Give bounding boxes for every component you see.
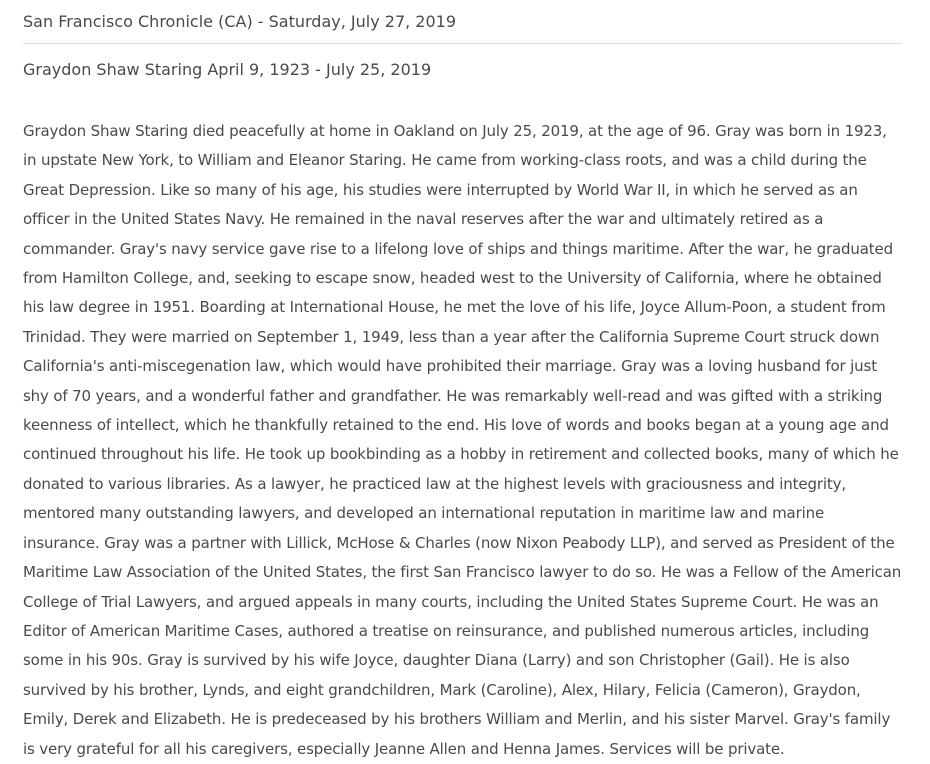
divider	[23, 43, 902, 44]
obituary-headline: Graydon Shaw Staring April 9, 1923 - July 25, 2019	[23, 60, 432, 79]
source-line: San Francisco Chronicle (CA) - Saturday, July 27, 2019	[23, 12, 457, 31]
obituary-body: Graydon Shaw Staring died peacefully at home in Oakland on July 25, 2019, at the age of 96. Gray was born in 1923, in upstate New York, to William and Eleanor Staring. He came from working-class roots, and was a child during the Great Depression. Like so many of his age, his studies were interrupted by World War II, in which he served as an officer in the United States Navy. He remained in the naval reserves after the war and ultimately retired as a commander. Gray's navy service gave rise to a lifelong love of ships and things maritime. After the war, he graduated from Hamilton College, and, seeking to escape snow, headed west to the University of California, where he obtained his law degree in 1951. Boarding at International House, he met the love of his life, Joyce Allum-Poon, a student from Trinidad. They were married on September 1, 1949, less than a year after the California Supreme Court struck down California's anti-miscegenation law, which would have prohibited their marriage. Gray was a loving husband for just shy of 70 years, and a wonderful father and grandfather. He was remarkably well-read and was gifted with a striking keenness of intellect, which he thankfully retained to the end. His love of words and books began at a young age and continued throughout his life. He took up bookbinding as a hobby in retirement and collected books, many of which he donated to various libraries. As a lawyer, he practiced law at the highest levels with graciousness and integrity, mentored many outstanding lawyers, and developed an international reputation in maritime law and marine insurance. Gray was a partner with Lillick, McHose & Charles (now Nixon Peabody LLP), and served as President of the Maritime Law Association of the United States, the first San Francisco lawyer to do so. He was a Fellow of the American College of Trial Lawyers, and argued appeals in many courts, including the United States Supreme Court. He was an Editor of American Maritime Cases, authored a treatise on reinsurance, and published numerous articles, including some in his 90s. Gray is survived by his wife Joyce, daughter Diana (Larry) and son Christopher (Gail). He is also survived by his brother, Lynds, and eight grandchildren, Mark (Caroline), Alex, Hilary, Felicia (Cameron), Graydon, Emily, Derek and Elizabeth. He is predeceased by his brothers William and Merlin, and his sister Marvel. Gray's family is very grateful for all his caregivers, especially Jeanne Allen and Henna James. Services will be private.	[23, 122, 902, 758]
